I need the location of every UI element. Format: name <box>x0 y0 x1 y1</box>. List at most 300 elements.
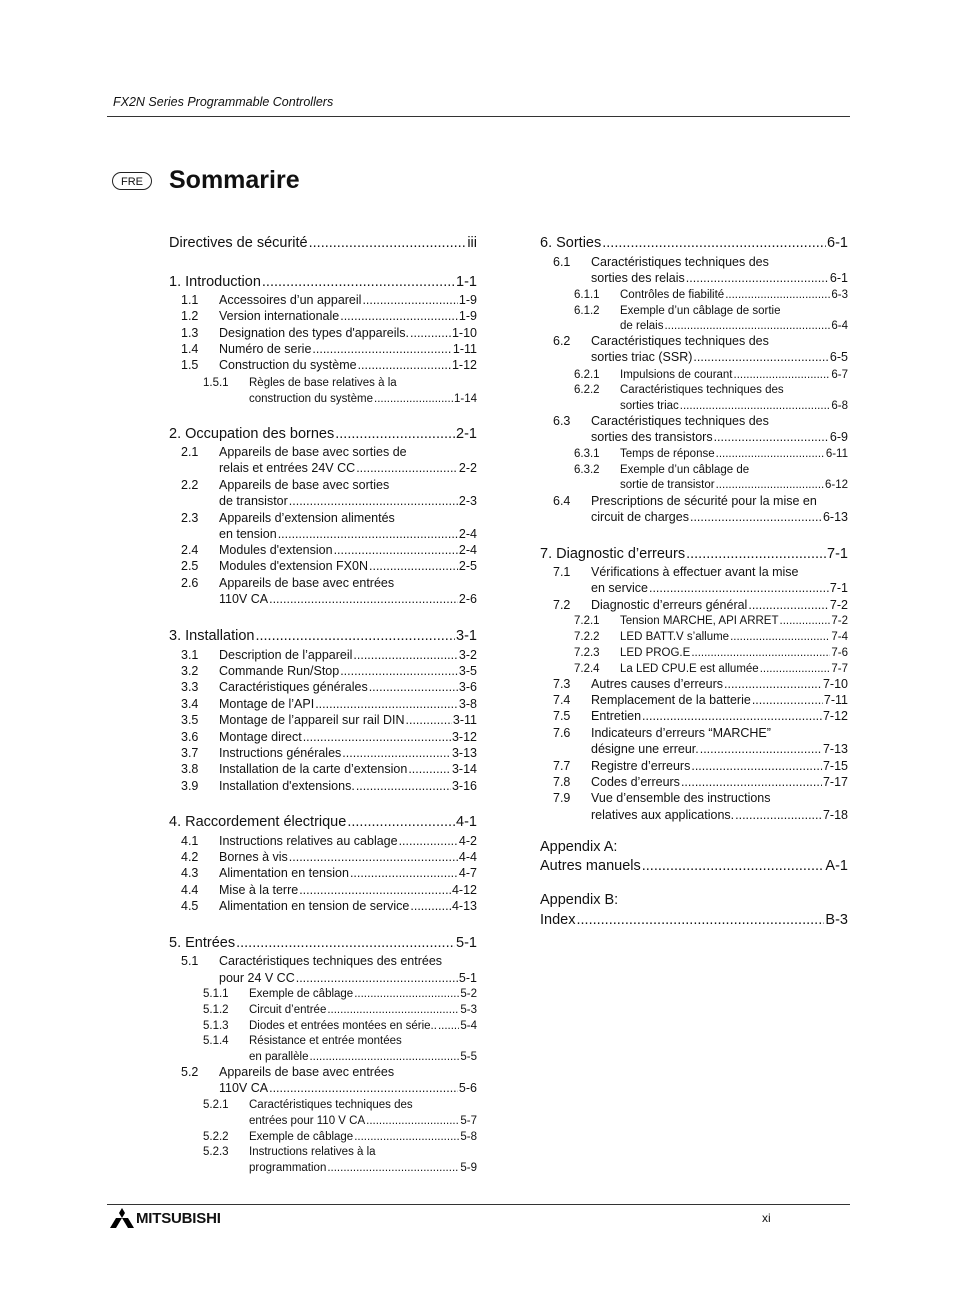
toc-entry-page: 1-14 <box>453 393 477 405</box>
toc-entry-title: Instructions relatives au cablage <box>219 834 398 848</box>
toc-entry-title: Montage direct <box>219 730 302 744</box>
toc-entry-page: 4-4 <box>458 850 477 864</box>
toc-entry-page: 5-9 <box>460 1162 477 1174</box>
dot-leader <box>340 664 458 679</box>
toc-number: 7.1 <box>553 565 571 579</box>
toc-entry[interactable] <box>219 358 477 373</box>
toc-entry-page: 4-1 <box>456 814 477 830</box>
toc-entry-title: Construction du système <box>219 358 357 372</box>
toc-entry-title: Index <box>540 912 576 928</box>
dot-leader <box>327 1161 459 1175</box>
toc-text: Vérifications à effectuer avant la mise <box>591 565 799 579</box>
toc-entry[interactable] <box>219 664 477 679</box>
toc-entry-page: 5-6 <box>458 1081 477 1095</box>
toc-entry[interactable] <box>219 779 477 794</box>
dot-leader <box>354 987 459 1001</box>
dot-leader <box>410 899 451 914</box>
header-rule <box>107 116 850 117</box>
toc-entry-title: Designation des types d'appareils. <box>219 326 410 340</box>
toc-entry-page: 4-7 <box>458 866 477 880</box>
toc-entry-title: 2. Occupation des bornes <box>169 426 335 442</box>
toc-entry[interactable] <box>219 1081 477 1096</box>
toc-number: 1.5.1 <box>203 377 229 389</box>
toc-entry-title: Autres manuels <box>540 858 641 874</box>
toc-number: 2.5 <box>181 559 199 573</box>
toc-entry-page: 6-8 <box>831 400 848 412</box>
toc-text: Caractéristiques techniques des entrées <box>219 954 443 968</box>
toc-text: Caractéristiques techniques des <box>620 384 784 396</box>
toc-entry-page: 2-5 <box>458 559 477 573</box>
toc-number: 3.3 <box>181 680 199 694</box>
toc-entry-page: 6-5 <box>829 350 848 364</box>
toc-number: 7.7 <box>553 759 571 773</box>
toc-entry-page: 7-18 <box>822 808 848 822</box>
toc-entry[interactable] <box>620 368 848 382</box>
toc-entry[interactable] <box>620 288 848 302</box>
toc-entry[interactable] <box>249 1114 477 1128</box>
toc-entry-title: 4. Raccordement électrique <box>169 814 347 830</box>
toc-entry[interactable] <box>219 971 477 986</box>
toc-entry-title: Remplacement de la batterie <box>591 693 751 707</box>
toc-entry[interactable] <box>219 713 477 728</box>
dot-leader <box>690 510 822 525</box>
toc-number: 7.2 <box>553 598 571 612</box>
toc-number: 5.2 <box>181 1065 199 1079</box>
toc-entry[interactable] <box>591 581 848 596</box>
toc-entry[interactable] <box>591 693 848 708</box>
toc-entry[interactable] <box>620 630 848 644</box>
toc-entry-title: Autres causes d’erreurs <box>591 677 724 691</box>
toc-entry-page: 3-8 <box>458 697 477 711</box>
dot-leader <box>353 648 458 663</box>
toc-number: 6.3.1 <box>574 448 600 460</box>
toc-entry-page: A-1 <box>825 858 848 874</box>
toc-number: 6.1.2 <box>574 305 600 317</box>
dot-leader <box>408 762 451 777</box>
toc-number: 3.8 <box>181 762 199 776</box>
dot-leader <box>366 1114 459 1128</box>
toc-entry-page: 6-9 <box>829 430 848 444</box>
toc-entry-page: 5-1 <box>458 971 477 985</box>
toc-entry[interactable] <box>169 814 477 831</box>
toc-entry-page: 7-1 <box>827 546 848 562</box>
toc-entry-page: 6-7 <box>831 369 848 381</box>
toc-entry-title: Montage de l’appareil sur rail DIN <box>219 713 405 727</box>
toc-entry[interactable] <box>219 543 477 558</box>
toc-entry[interactable] <box>620 646 848 660</box>
dot-leader <box>334 543 458 558</box>
toc-entry-page: 3-12 <box>451 730 477 744</box>
toc-text: Exemple d’un câblage de <box>620 464 750 476</box>
toc-entry[interactable] <box>219 461 477 476</box>
toc-entry[interactable] <box>219 899 477 914</box>
toc-number: 5.1 <box>181 954 199 968</box>
dot-leader <box>312 342 452 357</box>
toc-entry-title: en parallèle <box>249 1051 309 1063</box>
toc-number: 3.1 <box>181 648 199 662</box>
toc-entry-title: Temps de réponse <box>620 448 715 460</box>
toc-entry[interactable] <box>219 883 477 898</box>
toc-entry-title: 110V CA <box>219 592 269 606</box>
toc-entry[interactable] <box>591 598 848 613</box>
toc-entry-title: Exemple de câblage <box>249 988 354 1000</box>
toc-entry-page: 4-12 <box>451 883 477 897</box>
dot-leader <box>269 592 458 607</box>
toc-entry[interactable] <box>249 1161 477 1175</box>
toc-number: 5.1.3 <box>203 1020 229 1032</box>
toc-entry-title: LED BATT.V s’allume <box>620 631 730 643</box>
dot-leader <box>315 697 458 712</box>
toc-entry[interactable] <box>219 850 477 865</box>
toc-entry-title: Modules d'extension FX0N <box>219 559 368 573</box>
toc-entry-page: 7-1 <box>829 581 848 595</box>
toc-number: 7.6 <box>553 726 571 740</box>
toc-entry[interactable] <box>591 759 848 774</box>
dot-leader <box>649 581 829 596</box>
toc-number: 5.2.2 <box>203 1131 229 1143</box>
toc-entry[interactable] <box>620 447 848 461</box>
toc-entry[interactable] <box>219 326 477 341</box>
toc-entry-page: 1-12 <box>451 358 477 372</box>
dot-leader <box>358 358 451 373</box>
brand-name: MITSUBISHI <box>136 1209 221 1227</box>
toc-text: Prescriptions de sécurité pour la mise en <box>591 494 817 508</box>
toc-entry-page: 3-16 <box>451 779 477 793</box>
dot-leader <box>369 680 458 695</box>
toc-number: 6.2.1 <box>574 369 600 381</box>
dot-leader <box>693 350 829 365</box>
dot-leader <box>309 1050 459 1064</box>
toc-entry-title: entrées pour 110 V CA <box>249 1115 366 1127</box>
toc-text: Appareils de base avec sorties de <box>219 445 407 459</box>
toc-text: Caractéristiques techniques des <box>591 334 769 348</box>
toc-entry-page: 7-10 <box>822 677 848 691</box>
toc-entry-page: 2-6 <box>458 592 477 606</box>
toc-entry-page: 7-6 <box>831 647 848 659</box>
toc-number: 7.5 <box>553 709 571 723</box>
toc-entry[interactable] <box>249 1019 477 1033</box>
toc-number: 1.5 <box>181 358 199 372</box>
toc-entry[interactable] <box>591 350 848 365</box>
toc-entry-page: 6-3 <box>831 289 848 301</box>
toc-entry-page: 3-5 <box>458 664 477 678</box>
toc-entry[interactable] <box>219 746 477 761</box>
toc-entry-title: en service <box>591 581 648 595</box>
dot-leader <box>362 293 457 308</box>
toc-entry-title: Contrôles de fiabilité <box>620 289 725 301</box>
toc-entry-title: 3. Installation <box>169 628 255 644</box>
dot-leader <box>347 814 455 831</box>
toc-entry-title: 6. Sorties <box>540 235 602 251</box>
dot-leader <box>269 1081 458 1096</box>
toc-entry[interactable] <box>591 430 848 445</box>
toc-entry-title: Description de l’appareil <box>219 648 353 662</box>
toc-entry-title: Tension MARCHE, API ARRET <box>620 615 779 627</box>
toc-entry-page: 7-2 <box>831 615 848 627</box>
toc-entry[interactable] <box>219 559 477 574</box>
toc-entry-title: construction du système <box>249 393 374 405</box>
toc-entry[interactable] <box>219 697 477 712</box>
toc-number: 5.1.1 <box>203 988 229 1000</box>
toc-entry[interactable] <box>219 527 477 542</box>
dot-leader <box>760 662 831 676</box>
toc-entry-title: Circuit d’entrée <box>249 1004 327 1016</box>
dot-leader <box>691 759 822 774</box>
toc-entry-page: 1-9 <box>458 293 477 307</box>
toc-entry-title: Commande Run/Stop <box>219 664 340 678</box>
footer-rule <box>107 1204 850 1205</box>
toc-entry-page: 5-5 <box>460 1051 477 1063</box>
toc-entry[interactable] <box>169 628 477 645</box>
toc-entry-title: Mise à la terre <box>219 883 299 897</box>
toc-entry-title: Diodes et entrées montées en série.. <box>249 1020 437 1032</box>
toc-entry[interactable] <box>620 614 848 628</box>
dot-leader <box>602 235 826 252</box>
toc-entry[interactable] <box>591 775 848 790</box>
toc-entry[interactable] <box>219 494 477 509</box>
toc-entry-page: 1-10 <box>451 326 477 340</box>
toc-entry-title: Alimentation en tension <box>219 866 349 880</box>
dot-leader <box>680 399 831 413</box>
toc-entry[interactable] <box>219 834 477 849</box>
toc-entry-title: Exemple de câblage <box>249 1131 354 1143</box>
toc-number: 1.3 <box>181 326 199 340</box>
toc-number: 5.1.4 <box>203 1035 229 1047</box>
dot-leader <box>303 730 451 745</box>
dot-leader <box>686 546 826 563</box>
toc-entry[interactable] <box>219 762 477 777</box>
dot-leader <box>342 746 451 761</box>
toc-entry-title: Caractéristiques générales <box>219 680 368 694</box>
toc-entry[interactable] <box>219 592 477 607</box>
dot-leader <box>327 1003 459 1017</box>
toc-number: 2.6 <box>181 576 199 590</box>
dot-leader <box>340 309 458 324</box>
toc-text: Caractéristiques techniques des <box>591 414 769 428</box>
toc-entry-page: 5-4 <box>460 1020 477 1032</box>
dot-leader <box>576 912 824 929</box>
toc-entry-title: pour 24 V CC <box>219 971 295 985</box>
toc-entry-title: circuit de charges <box>591 510 689 524</box>
toc-entry[interactable] <box>219 293 477 308</box>
toc-entry[interactable] <box>249 392 477 406</box>
toc-entry-title: Directives de sécurité <box>169 235 308 251</box>
toc-entry-page: 6-1 <box>829 271 848 285</box>
toc-entry-title: sorties triac (SSR) <box>591 350 693 364</box>
toc-number: 2.1 <box>181 445 199 459</box>
toc-entry[interactable] <box>219 730 477 745</box>
toc-entry-page: 6-13 <box>822 510 848 524</box>
toc-entry-page: 3-11 <box>452 713 477 727</box>
toc-entry-page: 6-4 <box>831 320 848 332</box>
toc-entry-page: 3-14 <box>451 762 477 776</box>
toc-text: Indicateurs d’erreurs “MARCHE” <box>591 726 771 740</box>
toc-number: 6.2.2 <box>574 384 600 396</box>
toc-number: 4.1 <box>181 834 199 848</box>
toc-entry-title: Numéro de serie <box>219 342 312 356</box>
toc-entry[interactable] <box>540 235 848 252</box>
toc-entry-page: 5-8 <box>460 1131 477 1143</box>
toc-text: Appareils d’extension alimentés <box>219 511 395 525</box>
dot-leader <box>399 834 458 849</box>
toc-entry-title: 7. Diagnostic d’erreurs <box>540 546 686 562</box>
toc-entry-page: 7-12 <box>822 709 848 723</box>
toc-entry[interactable] <box>620 478 848 492</box>
toc-entry[interactable] <box>219 866 477 881</box>
toc-entry[interactable] <box>591 808 848 823</box>
toc-entry-page: B-3 <box>825 912 848 928</box>
toc-number: 7.2.1 <box>574 615 600 627</box>
toc-number: 7.9 <box>553 791 571 805</box>
dot-leader <box>296 971 458 986</box>
dot-leader <box>236 935 455 952</box>
dot-leader <box>350 866 458 881</box>
toc-text: Appareils de base avec entrées <box>219 1065 395 1079</box>
toc-entry[interactable] <box>591 709 848 724</box>
toc-number: 5.2.1 <box>203 1099 229 1111</box>
toc-entry[interactable] <box>219 680 477 695</box>
toc-entry-title: Diagnostic d’erreurs général <box>591 598 748 612</box>
toc-number: 1.4 <box>181 342 199 356</box>
toc-entry-page: 7-2 <box>829 598 848 612</box>
toc-entry[interactable] <box>591 677 848 692</box>
toc-entry[interactable] <box>249 1050 477 1064</box>
dot-leader <box>356 461 458 476</box>
toc-entry-page: 7-13 <box>822 742 848 756</box>
dot-leader <box>289 850 458 865</box>
toc-entry-title: Entretien <box>591 709 642 723</box>
toc-text: Caractéristiques techniques des <box>591 255 769 269</box>
toc-entry-title: désigne une erreur. <box>591 742 699 756</box>
dot-leader <box>642 709 822 724</box>
dot-leader <box>664 319 830 333</box>
dot-leader <box>406 713 452 728</box>
three-diamonds-icon <box>110 1208 134 1228</box>
toc-entry[interactable] <box>620 399 848 413</box>
toc-number: 3.4 <box>181 697 199 711</box>
dot-leader <box>335 426 455 443</box>
toc-text: Exemple d’un câblage de sortie <box>620 305 781 317</box>
toc-entry-title: sortie de transistor <box>620 479 715 491</box>
toc-text: Caractéristiques techniques des <box>249 1099 413 1111</box>
toc-number: 4.4 <box>181 883 199 897</box>
toc-entry-page: 7-7 <box>831 663 848 675</box>
toc-number: 2.3 <box>181 511 199 525</box>
toc-entry[interactable] <box>540 912 848 929</box>
toc-number: 5.2.3 <box>203 1146 229 1158</box>
running-header: FX2N Series Programmable Controllers <box>113 95 334 109</box>
toc-entry-title: de relais <box>620 320 664 332</box>
toc-entry-page: 2-1 <box>456 426 477 442</box>
toc-entry-page: 3-2 <box>458 648 477 662</box>
toc-entry-title: 5. Entrées <box>169 935 236 951</box>
toc-entry-page: iii <box>467 235 477 251</box>
toc-entry-title: Impulsions de courant <box>620 369 733 381</box>
dot-leader <box>735 808 822 823</box>
toc-entry-title: programmation <box>249 1162 327 1174</box>
toc-entry[interactable] <box>169 235 477 252</box>
toc-number: 3.9 <box>181 779 199 793</box>
toc-entry-page: 7-15 <box>822 759 848 773</box>
toc-entry-title: sorties triac <box>620 400 679 412</box>
toc-entry-page: 6-12 <box>824 479 848 491</box>
toc-entry-title: Installation d'extensions. <box>219 779 355 793</box>
toc-entry-page: 7-11 <box>823 693 848 707</box>
toc-entry-title: Modules d'extension <box>219 543 333 557</box>
toc-entry-page: 2-4 <box>458 543 477 557</box>
dot-leader <box>262 274 455 291</box>
dot-leader <box>724 677 822 692</box>
toc-entry-page: 5-3 <box>460 1004 477 1016</box>
toc-entry-page: 6-1 <box>827 235 848 251</box>
toc-number: 7.3 <box>553 677 571 691</box>
toc-entry[interactable] <box>219 342 477 357</box>
toc-entry-title: relais et entrées 24V CC <box>219 461 356 475</box>
toc-entry[interactable] <box>249 1130 477 1144</box>
toc-number: 7.2.3 <box>574 647 600 659</box>
toc-number: 2.4 <box>181 543 199 557</box>
mitsubishi-logo <box>110 1208 221 1228</box>
dot-leader <box>356 779 451 794</box>
toc-number: 7.8 <box>553 775 571 789</box>
dot-leader <box>752 693 823 708</box>
toc-entry[interactable] <box>169 426 477 443</box>
toc-number: 3.6 <box>181 730 199 744</box>
toc-entry[interactable] <box>249 1003 477 1017</box>
toc-entry[interactable] <box>591 510 848 525</box>
dot-leader <box>748 598 829 613</box>
toc-text: Appendix A: <box>540 839 618 855</box>
toc-entry[interactable] <box>219 309 477 324</box>
toc-entry[interactable] <box>620 662 848 676</box>
toc-entry-title: LED PROG.E <box>620 647 691 659</box>
toc-entry-title: Accessoires d’un appareil <box>219 293 362 307</box>
toc-number: 4.3 <box>181 866 199 880</box>
toc-entry[interactable] <box>169 274 477 291</box>
toc-entry[interactable] <box>591 742 848 757</box>
toc-entry-title: Montage de l’API <box>219 697 315 711</box>
toc-number: 7.4 <box>553 693 571 707</box>
toc-entry[interactable] <box>620 319 848 333</box>
dot-leader <box>725 288 830 302</box>
toc-entry[interactable] <box>169 935 477 952</box>
toc-number: 6.1 <box>553 255 571 269</box>
toc-entry-page: 2-3 <box>458 494 477 508</box>
toc-number: 6.4 <box>553 494 571 508</box>
toc-entry[interactable] <box>540 546 848 563</box>
toc-entry-page: 1-11 <box>452 342 477 356</box>
toc-entry-title: La LED CPU.E est allumée <box>620 663 759 675</box>
dot-leader <box>716 478 824 492</box>
dot-leader <box>255 628 455 645</box>
dot-leader <box>438 1019 459 1033</box>
toc-entry-title: en tension <box>219 527 277 541</box>
toc-entry-title: relatives aux applications. <box>591 808 735 822</box>
dot-leader <box>691 646 830 660</box>
toc-text: Appendix B: <box>540 892 619 908</box>
toc-entry[interactable] <box>540 858 848 875</box>
dot-leader <box>681 775 822 790</box>
toc-entry-page: 2-2 <box>458 461 477 475</box>
toc-entry[interactable] <box>219 648 477 663</box>
toc-entry[interactable] <box>591 271 848 286</box>
dot-leader <box>734 368 831 382</box>
toc-entry-title: sorties des transistors <box>591 430 713 444</box>
toc-number: 7.2.2 <box>574 631 600 643</box>
toc-entry-title: de transistor <box>219 494 288 508</box>
toc-entry[interactable] <box>249 987 477 1001</box>
toc-number: 6.3 <box>553 414 571 428</box>
